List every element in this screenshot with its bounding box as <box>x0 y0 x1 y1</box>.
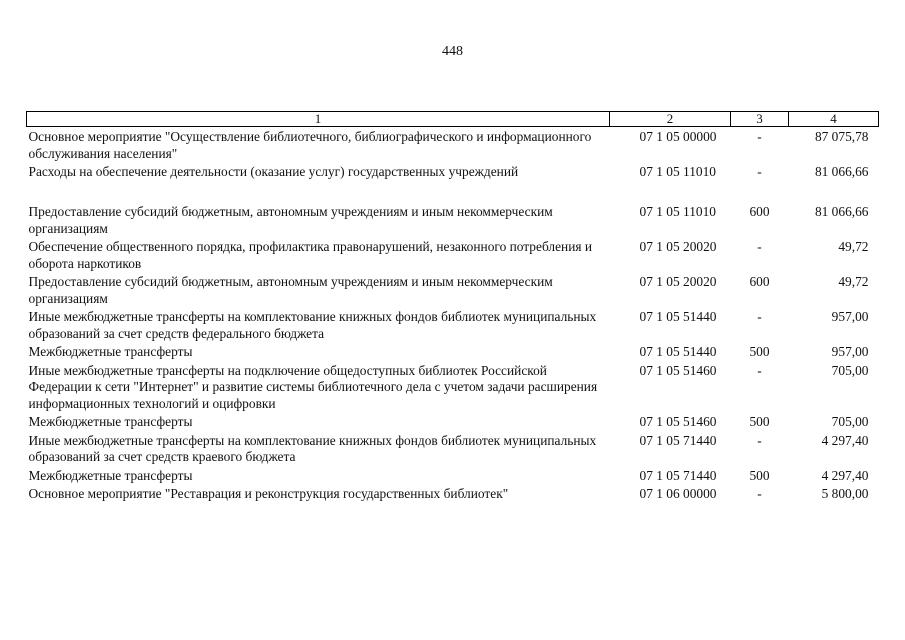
table-row <box>27 412 879 431</box>
table-row <box>27 272 879 307</box>
row-code: 07 1 05 20020 <box>639 274 717 289</box>
row-expense-type: 600 <box>749 274 770 289</box>
table-row <box>27 127 879 163</box>
row-amount: 957,00 <box>831 309 869 324</box>
row-amount: 81 066,66 <box>814 204 869 219</box>
row-code: 07 1 05 71440 <box>639 432 717 448</box>
row-amount: 5 800,00 <box>821 486 869 501</box>
table-row <box>27 361 879 413</box>
table-row <box>27 484 879 503</box>
table-header-row <box>27 112 879 127</box>
row-name: Предоставление субсидий бюджетным, автономным учреждениям и иным некоммерческим организациям <box>28 274 553 306</box>
table-row <box>27 162 879 202</box>
row-amount: 4 297,40 <box>821 432 869 448</box>
row-name: Межбюджетные трансферты <box>28 344 193 359</box>
row-amount: 957,00 <box>831 344 869 359</box>
row-code: 07 1 05 20020 <box>639 239 717 254</box>
column-header-2: 2 <box>610 112 731 127</box>
row-expense-type: - <box>757 309 762 324</box>
row-expense-type: - <box>757 164 762 179</box>
table-row <box>27 466 879 485</box>
row-amount: 4 297,40 <box>821 467 869 483</box>
row-expense-type: - <box>757 486 762 501</box>
row-name: Иные межбюджетные трансферты на комплектование книжных фондов библиотек муниципальных образований за счет средств краевого бюджета <box>28 432 597 464</box>
row-code: 07 1 05 71440 <box>639 467 717 483</box>
table-row <box>27 202 879 237</box>
row-expense-type: - <box>757 129 762 144</box>
row-expense-type: 500 <box>749 414 770 429</box>
row-code: 07 1 05 51440 <box>639 309 717 324</box>
row-amount: 705,00 <box>831 414 869 429</box>
row-expense-type: 500 <box>749 344 770 359</box>
row-name: Основное мероприятие "Реставрация и реконструкция государственных библиотек" <box>28 486 509 501</box>
row-name: Межбюджетные трансферты <box>28 467 193 483</box>
row-name: Иные межбюджетные трансферты на комплектование книжных фондов библиотек муниципальных образований за счет средств федерального бюджета <box>28 309 597 341</box>
row-name: Межбюджетные трансферты <box>28 414 193 429</box>
row-code: 07 1 05 11010 <box>639 164 716 179</box>
table-row <box>27 342 879 361</box>
page-number: 448 <box>442 44 463 59</box>
table-row <box>27 237 879 272</box>
row-code: 07 1 06 00000 <box>639 486 717 501</box>
column-header-1: 1 <box>27 112 610 127</box>
row-amount: 81 066,66 <box>814 164 869 179</box>
row-expense-type: - <box>757 432 762 448</box>
table-row <box>27 431 879 466</box>
row-expense-type: 600 <box>749 204 770 219</box>
row-code: 07 1 05 11010 <box>639 204 716 219</box>
column-header-4: 4 <box>789 112 879 127</box>
row-name: Основное мероприятие "Осуществление библиотечного, библиографического и информационного обслуживания населения" <box>28 129 592 161</box>
row-code: 07 1 05 51460 <box>639 362 717 378</box>
row-name: Расходы на обеспечение деятельности (оказание услуг) государственных учреждений <box>28 164 519 179</box>
column-header-3: 3 <box>731 112 789 127</box>
row-name: Иные межбюджетные трансферты на подключение общедоступных библиотек Российской Федерации к сети "Интернет" и развитие системы библиотечного дела с учетом задачи расширения информационных технологий и оцифровки <box>28 362 598 411</box>
row-expense-type: - <box>757 239 762 254</box>
table-row <box>27 307 879 342</box>
row-name: Обеспечение общественного порядка, профилактика правонарушений, незаконного потребления и оборота наркотиков <box>28 239 593 271</box>
row-code: 07 1 05 00000 <box>639 129 717 144</box>
row-name: Предоставление субсидий бюджетным, автономным учреждениям и иным некоммерческим организациям <box>28 204 553 236</box>
row-code: 07 1 05 51440 <box>639 344 717 359</box>
row-code: 07 1 05 51460 <box>639 414 717 429</box>
row-expense-type: - <box>757 362 762 378</box>
row-amount: 705,00 <box>831 362 869 378</box>
budget-table <box>26 111 879 503</box>
row-amount: 49,72 <box>838 274 869 289</box>
row-expense-type: 500 <box>749 467 770 483</box>
row-amount: 49,72 <box>838 239 869 254</box>
row-amount: 87 075,78 <box>814 129 869 144</box>
